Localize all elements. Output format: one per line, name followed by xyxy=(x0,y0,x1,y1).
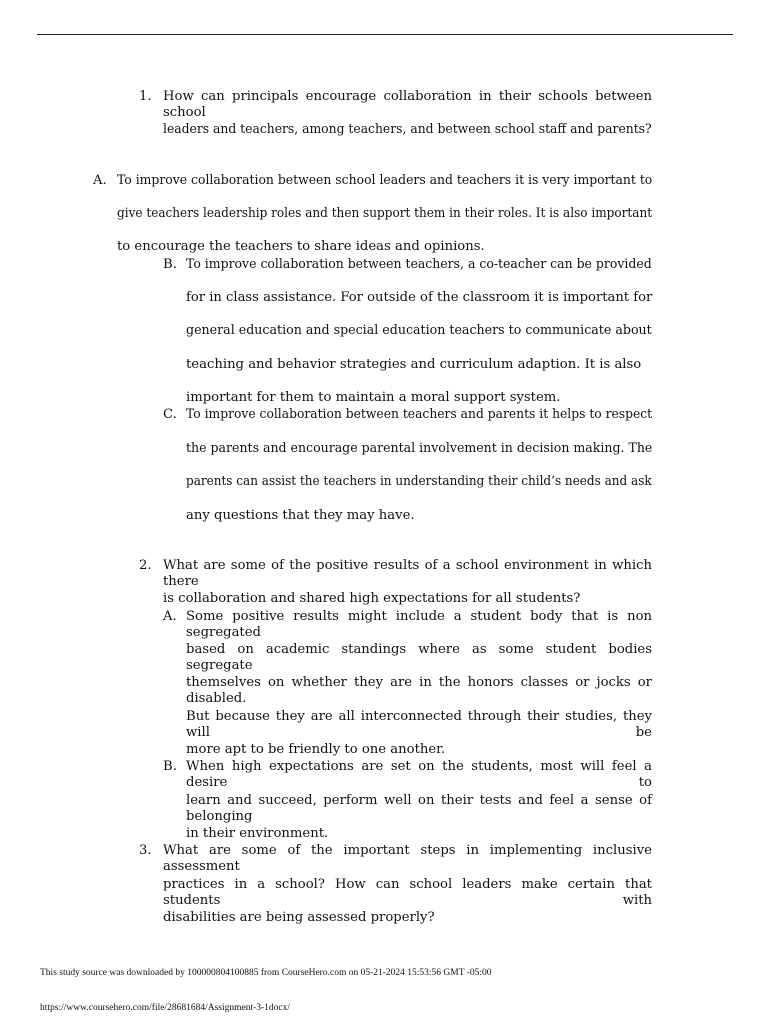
answer-text-line: in their environment. xyxy=(186,826,329,841)
answer-text-line: To improve collaboration between teachers, a co-teacher can be provided xyxy=(186,257,652,272)
answer-text-line: any questions that they may have. xyxy=(186,508,415,523)
question-number: 2. xyxy=(139,558,152,573)
answer-text-line: learn and succeed, perform well on their tests and feel a sense of belonging xyxy=(186,793,652,824)
answer-text-line: To improve collaboration between teachers and parents it helps to respect xyxy=(186,407,653,422)
answer-text-line: teaching and behavior strategies and curriculum adaption. It is also xyxy=(186,357,642,372)
answer-text-line: based on academic standings where as some student bodies segregate xyxy=(186,642,652,673)
answer-marker: A. xyxy=(93,173,107,188)
answer-text-line: To improve collaboration between school leaders and teachers it is very important to xyxy=(117,173,653,188)
answer-text-line: for in class assistance. For outside of the classroom it is important for xyxy=(186,290,653,305)
answer-marker: C. xyxy=(163,407,177,422)
answer-text-line: the parents and encourage parental involvement in decision making. The xyxy=(186,441,653,456)
answer-text-line: themselves on whether they are in the honors classes or jocks or disabled. xyxy=(186,675,652,706)
answer-text-line: give teachers leadership roles and then support them in their roles. It is also important xyxy=(117,206,653,221)
answer-marker: B. xyxy=(163,257,177,272)
answer-text-line: important for them to maintain a moral support system. xyxy=(186,390,561,405)
question-number: 3. xyxy=(139,843,152,858)
answer-text-line: But because they are all interconnected through their studies, they will be xyxy=(186,709,652,740)
question-text-line: practices in a school? How can school leaders make certain that students with xyxy=(163,877,652,908)
question-text-line: What are some of the important steps in implementing inclusive assessment xyxy=(163,843,652,874)
answer-marker: A. xyxy=(163,609,177,624)
question-text-line: leaders and teachers, among teachers, and between school staff and parents? xyxy=(163,122,652,137)
answer-marker: B. xyxy=(163,759,177,774)
question-text-line: What are some of the positive results of a school environment in which there xyxy=(163,558,652,589)
header-rule xyxy=(37,34,733,35)
question-text-line: How can principals encourage collaboration in their schools between school xyxy=(163,89,652,120)
question-text-line: disabilities are being assessed properly? xyxy=(163,910,435,925)
answer-text-line: more apt to be friendly to one another. xyxy=(186,742,446,757)
question-text-line: is collaboration and shared high expectations for all students? xyxy=(163,591,581,606)
answer-text-line: to encourage the teachers to share ideas and opinions. xyxy=(117,239,485,254)
download-notice: This study source was downloaded by 100000804100885 from CourseHero.com on 05-21-2024 15:53:56 GMT -05:00 xyxy=(40,968,492,978)
source-url-link[interactable]: https://www.coursehero.com/file/28681684/Assignment-3-1docx/ xyxy=(40,1003,291,1013)
answer-text-line: parents can assist the teachers in understanding their child’s needs and ask xyxy=(186,474,652,489)
answer-text-line: When high expectations are set on the students, most will feel a desire to xyxy=(186,759,652,790)
question-number: 1. xyxy=(139,89,152,104)
answer-text-line: general education and special education teachers to communicate about xyxy=(186,323,652,338)
answer-text-line: Some positive results might include a student body that is non segregated xyxy=(186,609,652,640)
